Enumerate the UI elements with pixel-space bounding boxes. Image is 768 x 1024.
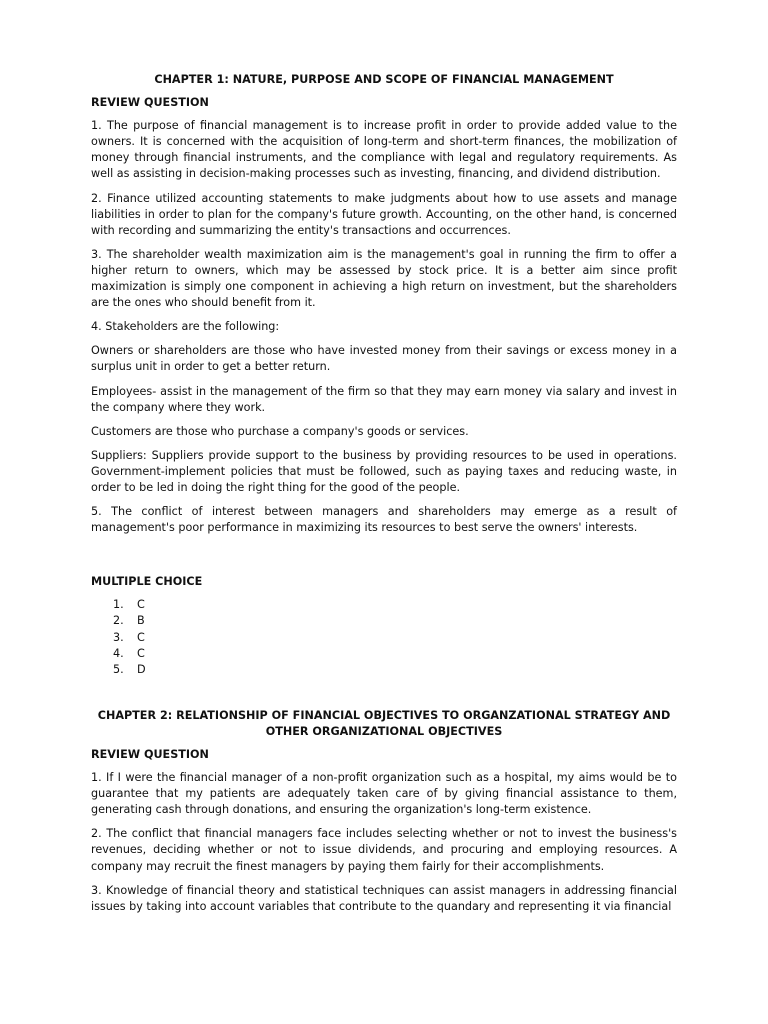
mc-answer: C bbox=[137, 630, 145, 644]
chapter1-answer-1: 1. The purpose of financial management is to increase profit in order to provide added value to the owners. It is concerned with the acquisition of long-term and short-term finances, the mobilization of money through financial instruments, and the compliance with legal and regulatory requirements. As well as assisting in decision-making processes such as investing, financing, and dividend distribution. bbox=[91, 119, 677, 181]
mc-number: 5. bbox=[113, 662, 124, 676]
mc-number: 4. bbox=[113, 646, 124, 660]
chapter1-answer-5: 5. The conflict of interest between managers and shareholders may emerge as a result of management's poor performance in maximizing its resources to best serve the owners' interests. bbox=[91, 505, 677, 535]
stakeholder-owners: Owners or shareholders are those who have invested money from their savings or excess money in a surplus unit in order to get a better return. bbox=[91, 344, 677, 374]
list-item bbox=[113, 646, 677, 662]
spacer bbox=[91, 678, 677, 708]
chapter1-answer-2: 2. Finance utilized accounting statements to make judgments about how to use assets and manage liabilities in order to plan for the company's future growth. Accounting, on the other hand, is concerned with recording and summarizing the entity's transactions and occurrences. bbox=[91, 191, 677, 237]
chapter2-answer-2: 2. The conflict that financial managers face includes selecting whether or not to invest the business's revenues, deciding whether or not to issue dividends, and procuring and employing resources. A company may recruit the finest managers by paying them fairly for their accomplishments. bbox=[91, 827, 677, 873]
chapter2-answer-3: 3. Knowledge of financial theory and statistical techniques can assist managers in addressing financial issues by taking into account variables that contribute to the quandary and representing it via financial bbox=[91, 883, 677, 913]
stakeholder-customers: Customers are those who purchase a company's goods or services. bbox=[91, 424, 469, 438]
mc-answer: B bbox=[137, 614, 145, 628]
document-page bbox=[91, 72, 677, 923]
mc-number: 1. bbox=[113, 598, 124, 612]
stakeholder-suppliers: Suppliers: Suppliers provide support to the business by providing resources to be used in operations. Government-implement policies that must be followed, such as paying taxes and reducing waste, in order to be led in doing the right thing for the good of the people. bbox=[91, 448, 677, 494]
chapter1-answer-4: 4. Stakeholders are the following: bbox=[91, 320, 280, 334]
list-item bbox=[113, 662, 677, 678]
multiple-choice-heading: MULTIPLE CHOICE bbox=[91, 575, 203, 589]
mc-number: 3. bbox=[113, 630, 124, 644]
stakeholder-employees: Employees- assist in the management of the firm so that they may earn money via salary and invest in the company where they work. bbox=[91, 384, 677, 414]
list-item bbox=[113, 597, 677, 613]
list-item bbox=[113, 613, 677, 629]
mc-answer: C bbox=[137, 646, 145, 660]
chapter1-answer-3: 3. The shareholder wealth maximization aim is the management's goal in running the firm to offer a higher return to owners, which may be assessed by stock price. It is a better aim since profit maximization is simply one component in achieving a high return on investment, but the shareholders are the ones who should benefit from it. bbox=[91, 247, 677, 310]
chapter1-review-heading: REVIEW QUESTION bbox=[91, 96, 209, 110]
chapter2-title: CHAPTER 2: RELATIONSHIP OF FINANCIAL OBJECTIVES TO ORGANZATIONAL STRATEGY AND OTHER ORGANIZATIONAL OBJECTIVES bbox=[97, 708, 671, 738]
chapter2-answer-1: 1. If I were the financial manager of a non-profit organization such as a hospital, my aims would be to guarantee that my patients are adequately taken care of by giving financial assistance to them, generating cash through donations, and ensuring the organization's long-term existence. bbox=[91, 771, 677, 817]
multiple-choice-list bbox=[91, 597, 677, 677]
spacer bbox=[91, 544, 677, 574]
mc-number: 2. bbox=[113, 614, 124, 628]
chapter1-title: CHAPTER 1: NATURE, PURPOSE AND SCOPE OF FINANCIAL MANAGEMENT bbox=[154, 73, 614, 86]
mc-answer: D bbox=[137, 662, 146, 676]
chapter2-review-heading: REVIEW QUESTION bbox=[91, 748, 209, 761]
mc-answer: C bbox=[137, 598, 145, 612]
list-item bbox=[113, 630, 677, 646]
